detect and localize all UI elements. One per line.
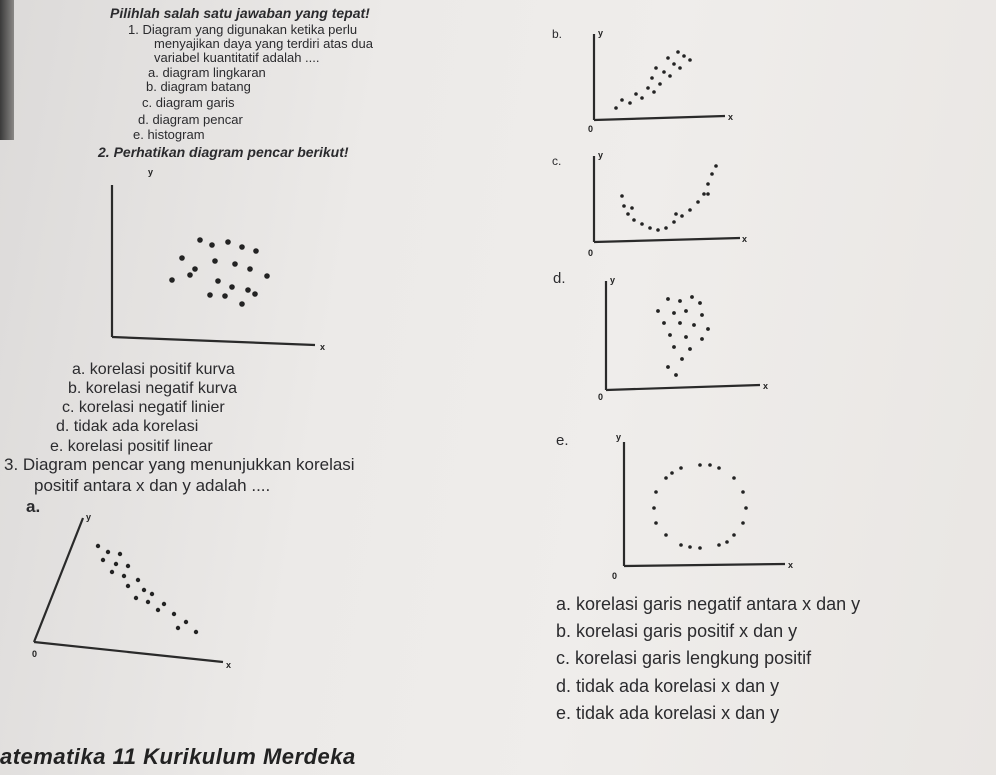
x-axis-line xyxy=(34,642,223,662)
x-axis-label: x xyxy=(226,660,232,670)
q1-option-c: c. diagram garis xyxy=(142,95,235,110)
x-axis-label: x xyxy=(788,560,794,570)
q3-label-d: d. xyxy=(553,270,566,287)
y-axis-label: y xyxy=(598,150,604,160)
x-axis-line xyxy=(606,385,760,390)
origin-label: 0 xyxy=(612,571,618,581)
scatter-points xyxy=(656,295,710,377)
y-axis-label: y xyxy=(616,432,622,442)
q2-option-e: e. korelasi positif linear xyxy=(50,438,213,455)
x-axis-line xyxy=(112,337,315,345)
origin-label: 0 xyxy=(588,248,594,258)
x-axis-line xyxy=(594,116,725,120)
scatter-points xyxy=(614,50,692,110)
q3-label-e: e. xyxy=(556,432,569,449)
q3-scatter-plot-c xyxy=(580,150,755,265)
instruction-header: Pilihlah salah satu jawaban yang tepat! xyxy=(110,5,370,21)
q1-option-a: a. diagram lingkaran xyxy=(148,65,266,80)
q1-option-d: d. diagram pencar xyxy=(138,112,243,127)
origin-label: 0 xyxy=(32,649,38,659)
book-footer: atematika 11 Kurikulum Merdeka xyxy=(0,744,356,769)
q3-scatter-plot-e xyxy=(610,434,800,584)
y-axis-label: y xyxy=(148,167,154,177)
q3-option-b: b. korelasi garis positif x dan y xyxy=(556,621,798,641)
q2-option-a: a. korelasi positif kurva xyxy=(72,361,235,378)
q1-option-e: e. histogram xyxy=(133,127,205,142)
q2-option-c: c. korelasi negatif linier xyxy=(62,399,225,416)
x-axis-label: x xyxy=(763,381,769,391)
scatter-points xyxy=(620,164,718,232)
q2-option-d: d. tidak ada korelasi xyxy=(56,418,199,435)
q3-option-d: d. tidak ada korelasi x dan y xyxy=(556,676,780,696)
x-axis-label: x xyxy=(742,234,748,244)
q2-scatter-plot xyxy=(100,165,340,355)
x-axis-label: x xyxy=(728,112,734,122)
q3-scatter-plot-d xyxy=(590,275,775,405)
q2-option-b: b. korelasi negatif kurva xyxy=(68,380,237,397)
q3-label-b: b. xyxy=(552,27,563,41)
q3-option-a: a. korelasi garis negatif antara x dan y xyxy=(556,594,861,614)
q1-line3: variabel kuantitatif adalah .... xyxy=(154,50,320,65)
y-axis-label: y xyxy=(598,28,604,38)
x-axis-label: x xyxy=(320,342,326,352)
q2-header: 2. Perhatikan diagram pencar berikut! xyxy=(98,144,349,160)
q3-label-c: c. xyxy=(552,154,562,168)
q3-line1: 3. Diagram pencar yang menunjukkan korelasi xyxy=(4,455,355,474)
q1-line2: menyajikan daya yang terdiri atas dua xyxy=(154,36,373,51)
q1-option-b: b. diagram batang xyxy=(146,79,251,94)
x-axis-line xyxy=(594,238,740,242)
page-edge-shadow xyxy=(0,0,14,140)
x-axis-line xyxy=(624,564,785,566)
y-axis-line xyxy=(34,518,83,642)
origin-label: 0 xyxy=(588,124,594,134)
scatter-points xyxy=(96,544,198,634)
q3-option-e: e. tidak ada korelasi x dan y xyxy=(556,703,780,723)
q1-line1: 1. Diagram yang digunakan ketika perlu xyxy=(128,22,358,37)
origin-label: 0 xyxy=(598,392,604,402)
q3-label-a: a. xyxy=(26,497,41,516)
q3-scatter-plot-a xyxy=(28,510,243,670)
q3-option-c: c. korelasi garis lengkung positif xyxy=(556,648,812,668)
q3-scatter-plot-b xyxy=(580,28,740,138)
y-axis-label: y xyxy=(86,512,92,522)
y-axis-label: y xyxy=(610,275,616,285)
scatter-points xyxy=(169,237,270,307)
q3-line2: positif antara x dan y adalah .... xyxy=(34,476,271,495)
scatter-points xyxy=(652,463,748,550)
